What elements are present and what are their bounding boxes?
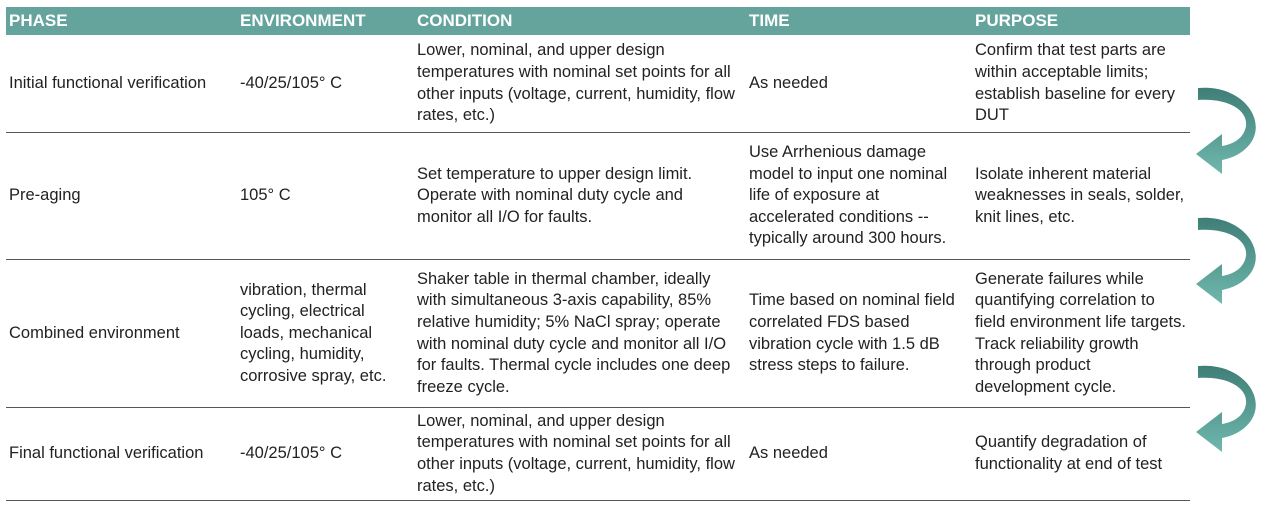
cell-condition: Set temperature to upper design limit. Operate with nominal duty cycle and monitor all I/O for faults. bbox=[417, 164, 693, 226]
cell-condition: Lower, nominal, and upper design temperatures with nominal set points for all other inputs (voltage, current, humidity, flow rates, etc.) bbox=[417, 41, 735, 125]
cell-time: Use Arrhenious damage model to input one nominal life of exposure at accelerated conditions -- typically around 300 hours. bbox=[749, 143, 948, 248]
cell-phase: Final functional verification bbox=[9, 444, 204, 463]
cell-phase: Pre-aging bbox=[9, 186, 81, 205]
cell-phase: Initial functional verification bbox=[9, 73, 207, 92]
cell-phase: Combined environment bbox=[9, 323, 180, 342]
cell-purpose: Quantify degradation of functionality at end of test bbox=[975, 433, 1163, 473]
header-condition: CONDITION bbox=[417, 11, 513, 30]
table-row bbox=[6, 35, 1190, 133]
cell-time: Time based on nominal field correlated FDS based vibration cycle with 1.5 dB stress steps to failure. bbox=[749, 291, 955, 375]
cell-condition: Lower, nominal, and upper design temperatures with nominal set points for all other inputs (voltage, current, humidity, flow rates, etc.) bbox=[417, 411, 735, 495]
table-row bbox=[6, 408, 1190, 501]
curved-arrow-icon bbox=[1194, 84, 1262, 178]
cell-time: As needed bbox=[749, 73, 828, 92]
header-environment: ENVIRONMENT bbox=[240, 11, 366, 30]
cell-environment: -40/25/105° C bbox=[240, 73, 342, 92]
header-phase: PHASE bbox=[9, 11, 68, 30]
curved-arrow-icon bbox=[1194, 214, 1262, 308]
cell-purpose: Isolate inherent material weaknesses in seals, solder, knit lines, etc. bbox=[975, 164, 1185, 226]
cell-purpose: Generate failures while quantifying correlation to field environment life targets. Track reliability growth through product development cycle. bbox=[975, 269, 1186, 396]
header-time: TIME bbox=[749, 11, 790, 30]
test-phase-table bbox=[6, 7, 1190, 501]
table-header bbox=[6, 7, 1190, 35]
cell-purpose: Confirm that test parts are within acceptable limits; establish baseline for every DUT bbox=[975, 41, 1175, 125]
curved-arrow-icon bbox=[1194, 362, 1262, 456]
cell-condition: Shaker table in thermal chamber, ideally with simultaneous 3-axis capability, 85% relative humidity; 5% NaCl spray; operate with nominal duty cycle and monitor all I/O for faults. Thermal cycle includes one deep freeze cycle. bbox=[417, 269, 731, 396]
cell-environment: vibration, thermal cycling, electrical loads, mechanical cycling, humidity, corrosive spray, etc. bbox=[240, 280, 387, 385]
cell-time: As needed bbox=[749, 444, 828, 463]
header-purpose: PURPOSE bbox=[975, 11, 1059, 30]
table-row bbox=[6, 133, 1190, 260]
cell-environment: -40/25/105° C bbox=[240, 444, 342, 463]
cell-environment: 105° C bbox=[240, 186, 291, 205]
table-row bbox=[6, 260, 1190, 408]
